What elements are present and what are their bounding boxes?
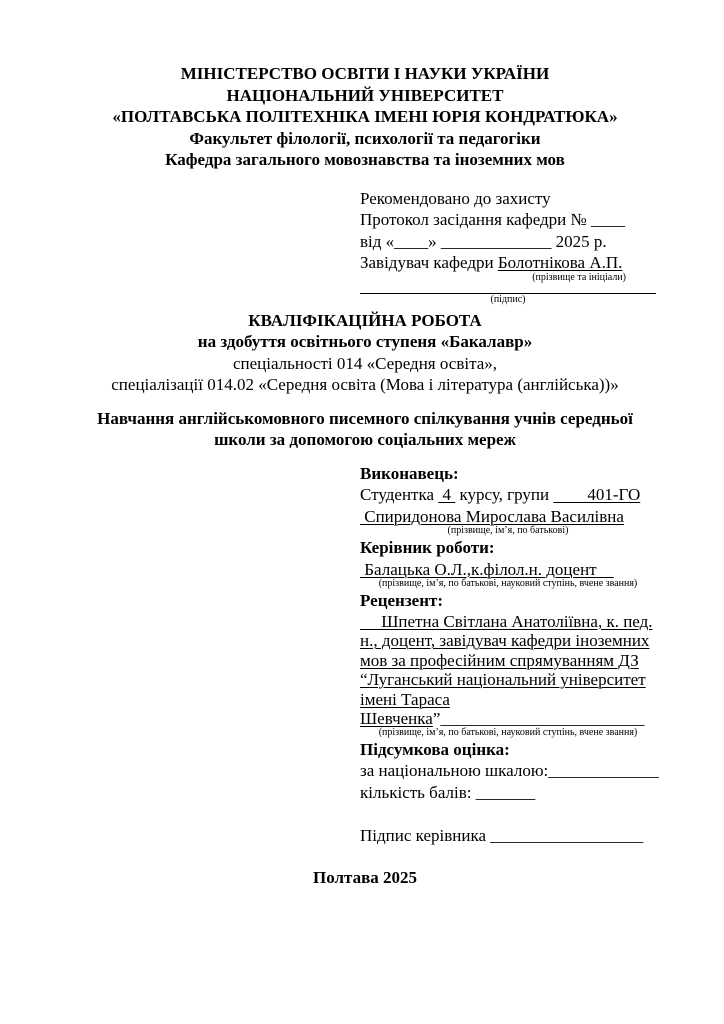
work-type-title: КВАЛІФІКАЦІЙНА РОБОТА bbox=[248, 310, 482, 330]
qualification-block bbox=[75, 310, 655, 396]
supervisor-label: Керівник роботи: bbox=[360, 538, 495, 557]
supervisor-name: Балацька О.Л.,к.філол.н. доцент bbox=[360, 559, 614, 579]
reviewer-line-5: імені Тараса bbox=[360, 689, 450, 709]
final-grade-label: Підсумкова оцінка: bbox=[360, 739, 510, 759]
faculty-name: Факультет філології, психології та педагогіки bbox=[189, 128, 541, 148]
department-head-label: Завідувач кафедри bbox=[360, 253, 498, 272]
signature-line bbox=[360, 284, 656, 294]
supervisor-name-caption: (прізвище, ім’я, по батькові, науковий ступінь, вчене звання) bbox=[378, 578, 638, 589]
thesis-title-line2: школи за допомогою соціальних мереж bbox=[214, 430, 516, 449]
national-scale-blank: _____________ bbox=[548, 761, 659, 780]
ministry-name: МІНІСТЕРСТВО ОСВІТИ І НАУКИ УКРАЇНИ bbox=[180, 64, 550, 83]
executor-student-line bbox=[360, 484, 656, 506]
national-scale-line bbox=[360, 760, 659, 782]
reviewer-line-1: Шпетна Світлана Анатоліївна, к. пед. bbox=[360, 611, 653, 631]
group-label: курсу, групи bbox=[455, 485, 554, 504]
reviewer-line-4: “Луганський національний університет bbox=[360, 670, 646, 689]
thesis-title bbox=[75, 408, 655, 451]
points-label: кількість балів: bbox=[360, 782, 476, 802]
thesis-title-line1: Навчання англійськомовного писемного спілкування учнів середньої bbox=[97, 408, 633, 428]
executor-name: Спиридонова Мирослава Василівна bbox=[360, 506, 624, 526]
supervisor-signature-blank: __________________ bbox=[490, 826, 644, 845]
reviewer-last-line bbox=[360, 709, 656, 729]
specialty-line: спеціальності 014 «Середня освіта», bbox=[232, 353, 498, 373]
points-line bbox=[360, 782, 656, 804]
head-name-caption: (прізвище та ініціали) bbox=[532, 271, 626, 283]
reviewer-quote-mark: ” bbox=[432, 709, 441, 728]
reviewer-line-2: н., доцент, завідувач кафедри іноземних bbox=[360, 631, 650, 650]
approval-protocol-line: Протокол засідання кафедри № ____ bbox=[360, 210, 626, 229]
course-number: 4 bbox=[438, 485, 456, 504]
executor-label: Виконавець: bbox=[360, 463, 459, 483]
supervisor-signature-row bbox=[360, 825, 656, 847]
supervisor-signature-label: Підпис керівника bbox=[360, 826, 491, 845]
student-prefix: Студентка bbox=[360, 485, 439, 504]
specialization-line: спеціалізації 014.02 «Середня освіта (Мова і література (англійська))» bbox=[111, 375, 619, 394]
national-scale-label: за національною шкалою: bbox=[360, 761, 549, 780]
reviewer-info bbox=[360, 612, 656, 729]
reviewer-last-name: Шевченка bbox=[360, 709, 433, 728]
signature-caption: (підпис) bbox=[490, 293, 526, 305]
reviewer-line-3: мов за професійним спрямуванням ДЗ bbox=[360, 650, 639, 670]
group-number: 401-ГО bbox=[553, 485, 641, 504]
executor-name-caption: (прізвище, ім’я, по батькові) bbox=[447, 525, 569, 536]
reviewer-label: Рецензент: bbox=[360, 591, 444, 610]
approval-recommendation: Рекомендовано до захисту bbox=[360, 188, 551, 208]
approval-head-line bbox=[360, 252, 656, 274]
department-name: Кафедра загального мовознавства та іноземних мов bbox=[165, 150, 565, 169]
approval-date-line: від «____» _____________ 2025 р. bbox=[360, 231, 607, 251]
department-head-name: Болотнікова А.П. bbox=[497, 253, 623, 272]
people-block bbox=[360, 463, 659, 847]
institution-header bbox=[75, 63, 655, 171]
university-name: «ПОЛТАВСЬКА ПОЛІТЕХНІКА ІМЕНІ ЮРІЯ КОНДРАТЮКА» bbox=[112, 107, 618, 126]
points-blank: _______ bbox=[475, 782, 536, 802]
degree-line: на здобуття освітнього ступеня «Бакалавр» bbox=[197, 332, 533, 351]
university-type: НАЦІОНАЛЬНИЙ УНІВЕРСИТЕТ bbox=[226, 85, 504, 105]
city-year: Полтава 2025 bbox=[312, 867, 418, 887]
reviewer-name-caption: (прізвище, ім’я, по батькові, науковий ступінь, вчене звання) bbox=[378, 726, 638, 738]
reviewer-blank-line: ________________________ bbox=[440, 709, 645, 728]
approval-block bbox=[360, 188, 656, 306]
